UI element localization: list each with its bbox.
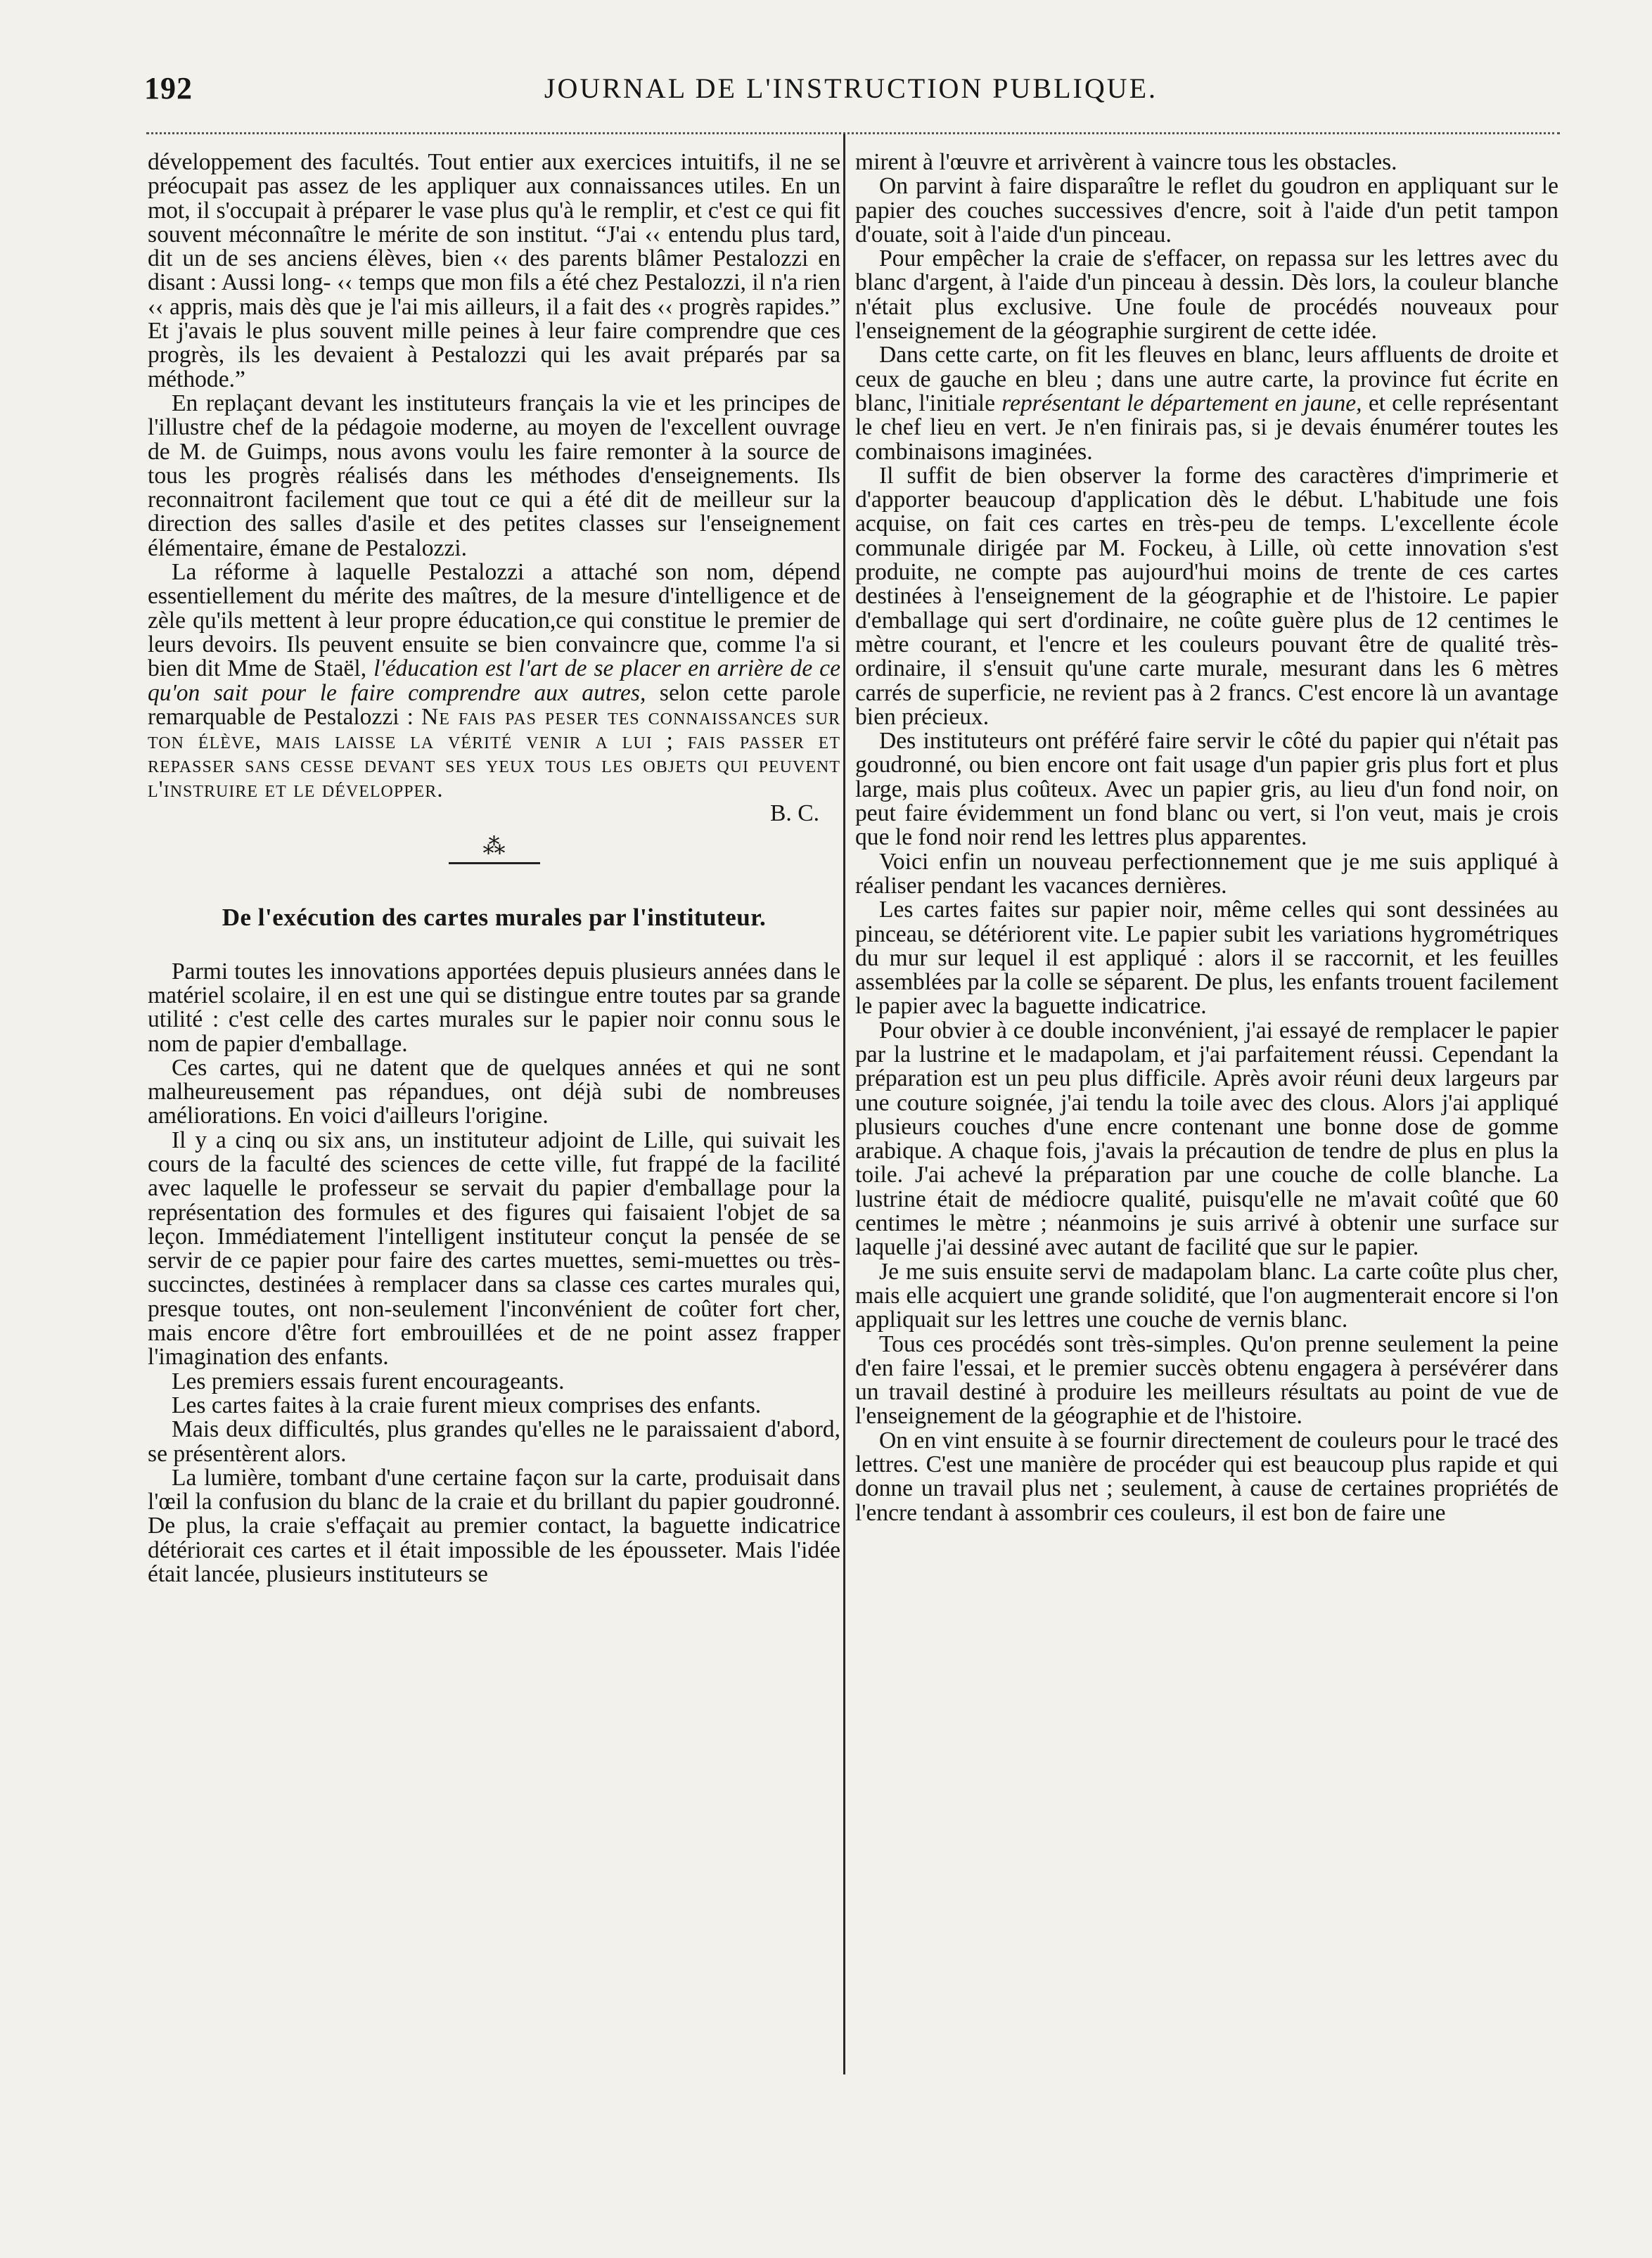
paragraph: Il suffit de bien observer la forme des caractères d'imprimerie et d'apporter beaucoup d'application dès le début. L'habitude une fois acquise, on fait ces cartes en très-peu de temps. L'excellente école communale dirigée par M. Fockeu, à Lille, où cette innovation s'est produite, ne compte pas aujourd'hui moins de trente de ces cartes destinées à l'enseignement de la géographie et de l'histoire. Le papier d'emballage qui sert d'ordinaire, ne coûte guère plus de 12 centimes le mètre courant, et l'encre et les couleurs pouvant être de qualité très-ordinaire, il s'ensuit qu'une carte murale, mesurant dans les 6 mètres carrés de superficie, ne revient pas à 2 francs. C'est encore là un avantage bien précieux. bbox=[855, 462, 1558, 730]
paragraph: Parmi toutes les innovations apportées depuis plusieurs années dans le matériel scolaire, il en est une qui se distingue entre toutes par sa grande utilité : c'est celle des cartes murales sur le papier noir connu sous le nom de papier d'emballage. bbox=[148, 958, 840, 1057]
paragraph: Ces cartes, qui ne datent que de quelques années et qui ne sont malheureusement pas répandues, ont déjà subi de nombreuses améliorations. En voici d'ailleurs l'origine. bbox=[148, 1054, 840, 1129]
paragraph: Les premiers essais furent encourageants. bbox=[172, 1368, 565, 1394]
paragraph: Pour empêcher la craie de s'effacer, on repassa sur les lettres avec du blanc d'argent, à l'aide d'un pinceau à dessin. Dès lors, la couleur blanche n'était plus exclusive. Une foule de procédés nouveaux pour l'enseignement de la géographie surgirent de cette idée. bbox=[855, 245, 1558, 345]
paragraph-text: et celle représentant le chef lieu en vert. Je n'en finirais pas, si je devais énumérer toutes les combinaisons imaginées. bbox=[855, 390, 1558, 465]
paragraph: On en vint ensuite à se fournir directement de couleurs pour le tracé des lettres. C'est une manière de procéder qui est beaucoup plus rapide et qui donne un travail plus net ; seulement, à cause de certaines propriétés de l'encre tendant à assombrir ces couleurs, il est bon de faire une bbox=[855, 1427, 1558, 1526]
paragraph: développement des facultés. Tout entier aux exercices intuitifs, il ne se préocupait pas assez de les appliquer aux connaissances utiles. En un mot, il s'occupait à préparer le vase plus qu'à le remplir, et c'est ce qui fit souvent méconnaître le mérite de son institut. “J'ai ‹‹ entendu plus tard, dit un de ses anciens élèves, bien ‹‹ des parents blâmer Pestalozzi en disant : Aussi long- ‹‹ temps que mon fils a été chez Pestalozzi, il n'a rien ‹‹ appris, mais dès que je l'ai mis ailleurs, il a fait des ‹‹ progrès rapides.” Et j'avais le plus souvent mille peines à leur faire comprendre que ces progrès, ils les devaient à Pestalozzi qui les avait préparés par sa méthode.” bbox=[148, 150, 840, 392]
asterism-icon: ⁂ bbox=[482, 833, 506, 859]
section-separator bbox=[148, 830, 840, 885]
paragraph: En replaçant devant les instituteurs français la vie et les principes de l'illustre chef de la pédagoie moderne, au moyen de l'excellent ouvrage de M. de Guimps, nous avons voulu les faire remonter à la source de tous les progrès réalisés dans les méthodes d'enseignements. Ils reconnaitront facilement que tout ce qui a été dit de meilleur sur la direction des salles d'asile et des petites classes sur l'enseignement élémentaire, émane de Pestalozzi. bbox=[148, 390, 840, 561]
italic-quote: l'éducation est l'art de se placer en arrière de ce qu'on sait pour le faire comprendre aux autres, bbox=[148, 655, 840, 706]
paragraph: Pour obvier à ce double inconvénient, j'ai essayé de remplacer le papier par la lustrine et le madapolam, et j'ai parfaitement réussi. Cependant la préparation est un peu plus difficile. Après avoir réuni deux largeurs par une couture soignée, j'ai tendu la toile avec des clous. Alors j'ai appliqué plusieurs couches d'une encre contenant une bonne dose de gomme arabique. A chaque fois, j'avais la précaution de tendre de plus en plus la toile. J'ai achevé la préparation par une couche de colle blanche. La lustrine était de médiocre qualité, puisqu'elle ne m'avait coûté que 60 centimes le mètre ; néanmoins je suis arrivé à obtenir une surface sur laquelle j'ai dessiné avec autant de facilité que sur le papier. bbox=[855, 1017, 1558, 1261]
author-signature: B. C. bbox=[770, 800, 819, 827]
left-column bbox=[148, 150, 840, 2081]
paragraph: Tous ces procédés sont très-simples. Qu'on prenne seulement la peine d'en faire l'essai, et le premier succès obtenu engagera à persévérer dans un travail destiné à produire les meilleurs résultats au point de vue de l'enseignement de la géographie et de l'histoire. bbox=[855, 1330, 1558, 1430]
small-caps-quote: Ne fais pas peser tes connaissances sur ton élève, mais laisse la vérité venir a lui ; fais passer et repasser sans cesse devant ses yeux tous les objets qui peuvent l'instruire et le développer. bbox=[148, 703, 840, 802]
paragraph-text: La réforme à laquelle Pestalozzi a attaché son nom, dépend essentiellement du mérite des maîtres, de la mesure d'intelligence et de zèle qu'ils mettent à leur propre éducation,ce qui constitue le premier de leurs devoirs. Ils peuvent ensuite se bien convaincre que, comme l'a si bien dit Mme de Staël, bbox=[148, 559, 840, 682]
paragraph: Il y a cinq ou six ans, un instituteur adjoint de Lille, qui suivait les cours de la faculté des sciences de cette ville, fut frappé de la facilité avec laquelle le professeur se servait du papier d'emballage pour la représentation des formules et des figures qui faisaient l'objet de sa leçon. Immédiatement l'intelligent instituteur conçut la pensée de se servir de ce papier pour faire des cartes muettes, semi-muettes ou très-succinctes, destinées à remplacer dans sa classe ces cartes murales qui, presque toutes, ont non-seulement l'inconvénient de coûter fort cher, mais encore d'être fort embrouillées et de ne point assez frapper l'imagination des enfants. bbox=[148, 1127, 840, 1371]
paragraph bbox=[855, 343, 1558, 463]
paragraph: Les cartes faites sur papier noir, même celles qui sont dessinées au pinceau, se détériorent vite. Le papier subit les variations hygrométriques du mur sur lequel il est appliqué : alors il se raccornit, et les feuilles assemblées par la colle se séparent. De plus, les enfants trouent facilement le papier avec la baguette indicatrice. bbox=[855, 897, 1558, 1020]
separator-rule bbox=[449, 862, 540, 864]
paragraph bbox=[148, 560, 840, 802]
journal-title: JOURNAL DE L'INSTRUCTION PUBLIQUE. bbox=[544, 72, 1158, 104]
right-column bbox=[855, 150, 1558, 2081]
column-divider bbox=[843, 134, 845, 2074]
paragraph: Les cartes faites à la craie furent mieux comprises des enfants. bbox=[172, 1392, 762, 1418]
section-title: De l'exécution des cartes murales par l'instituteur. bbox=[222, 904, 767, 932]
page-number: 192 bbox=[144, 71, 193, 105]
paragraph-text: Dans cette carte, on fit les fleuves en blanc, leurs affluents de droite et ceux de gauche en bleu ; dans une autre carte, la province fut écrite en blanc, l'initiale bbox=[855, 342, 1558, 416]
paragraph-text: selon cette parole remarquable de Pestalozzi : bbox=[148, 679, 840, 730]
paragraph: On parvint à faire disparaître le reflet du goudron en appliquant sur le papier des couches successives d'encre, soit à l'aide d'un petit tampon d'ouate, soit à l'aide d'un pinceau. bbox=[855, 173, 1558, 248]
paragraph: La lumière, tombant d'une certaine façon sur la carte, produisait dans l'œil la confusion du blanc de la craie et du brillant du papier goudronné. De plus, la craie s'effaçait au premier contact, la baguette indicatrice détériorait ces cartes et il était impossible de les épousseter. Mais l'idée était lancée, plusieurs instituteurs se bbox=[148, 1464, 840, 1588]
italic-phrase: représentant le département en jaune, bbox=[1001, 390, 1362, 416]
header-rule bbox=[146, 132, 1560, 134]
paragraph: Je me suis ensuite servi de madapolam blanc. La carte coûte plus cher, mais elle acquiert une grande solidité, que l'on augmenterait encore si l'on appliquait sur les lettres une couche de vernis blanc. bbox=[855, 1258, 1558, 1333]
page-header bbox=[144, 70, 1558, 113]
paragraph: Mais deux difficultés, plus grandes qu'elles ne le paraissaient d'abord, se présentèrent alors. bbox=[148, 1416, 840, 1467]
paragraph: Voici enfin un nouveau perfectionnement que je me suis appliqué à réaliser pendant les vacances dernières. bbox=[855, 848, 1558, 899]
paragraph: Des instituteurs ont préféré faire servir le côté du papier qui n'était pas goudronné, ou bien encore ont fait usage d'un papier gris plus fort et plus large, mais plus coûteux. Avec un papier gris, au lieu d'un fond noir, on peut faire évidemment un fond blanc ou vert, si l'on veut, mais je crois que le fond noir rend les lettres plus apparentes. bbox=[855, 728, 1558, 851]
paragraph: mirent à l'œuvre et arrivèrent à vaincre tous les obstacles. bbox=[855, 150, 1397, 175]
